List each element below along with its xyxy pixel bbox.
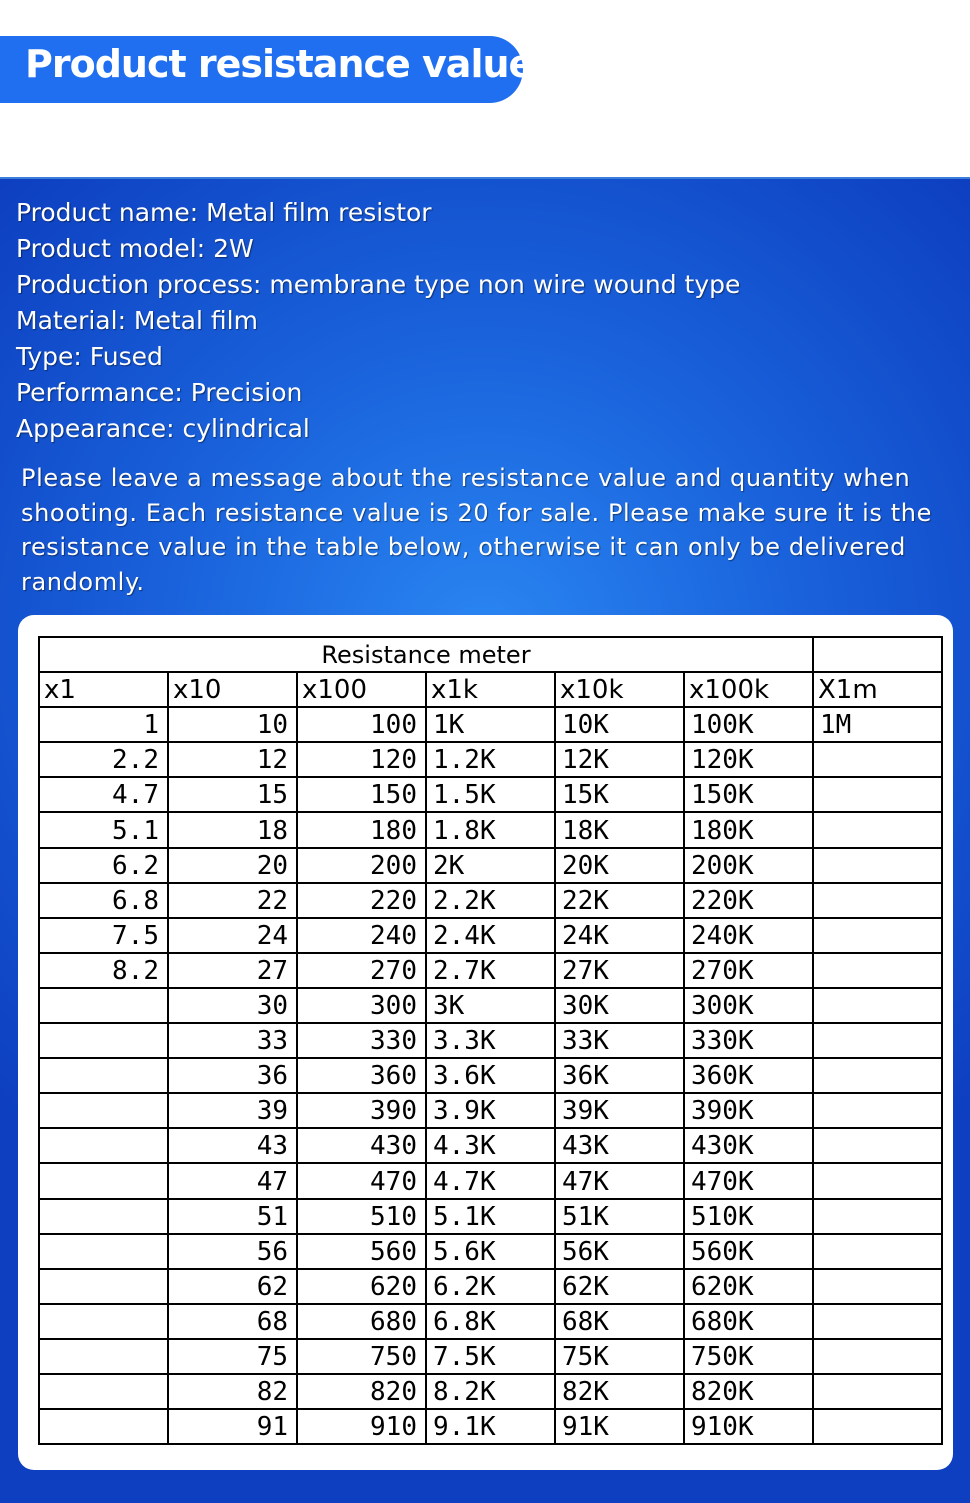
table-cell: 100K	[684, 707, 813, 742]
table-cell: 33	[168, 1023, 297, 1058]
table-cell: 2.4K	[426, 918, 555, 953]
order-notice: Please leave a message about the resistance value and quantity when shooting. Each resistance value is 20 for sale. Please make sure it is the resistance value in the table below, otherwise it can only be delivered randomly.	[21, 464, 932, 596]
header-row	[39, 672, 942, 707]
table-cell: 560	[297, 1234, 426, 1269]
table-cell: 120	[297, 742, 426, 777]
table-cell: 100	[297, 707, 426, 742]
table-row	[39, 1374, 942, 1409]
table-cell: 1M	[813, 707, 942, 742]
table-cell: 51	[168, 1199, 297, 1234]
table-cell: 240	[297, 918, 426, 953]
table-cell	[813, 1128, 942, 1163]
spec-performance: Performance: Precision	[16, 378, 303, 407]
spec-list	[16, 195, 740, 447]
table-cell: 5.1	[39, 812, 168, 847]
table-cell	[39, 1128, 168, 1163]
table-cell: 51K	[555, 1199, 684, 1234]
table-cell: 22K	[555, 883, 684, 918]
table-caption: Resistance meter	[39, 637, 813, 672]
table-cell: 5.1K	[426, 1199, 555, 1234]
table-cell: 430	[297, 1128, 426, 1163]
table-cell: 510	[297, 1199, 426, 1234]
table-cell: 270K	[684, 953, 813, 988]
table-cell: 1K	[426, 707, 555, 742]
table-cell: 56K	[555, 1234, 684, 1269]
table-cell	[813, 1163, 942, 1198]
table-cell: 300K	[684, 988, 813, 1023]
table-cell: 33K	[555, 1023, 684, 1058]
table-cell: 6.8K	[426, 1304, 555, 1339]
table-cell: 220K	[684, 883, 813, 918]
column-header: X1m	[813, 672, 942, 707]
table-cell: 430K	[684, 1128, 813, 1163]
table-cell: 390	[297, 1093, 426, 1128]
table-cell	[813, 953, 942, 988]
table-cell	[813, 1234, 942, 1269]
table-cell	[813, 812, 942, 847]
table-cell: 3.3K	[426, 1023, 555, 1058]
table-cell: 270	[297, 953, 426, 988]
page-title: Product resistance value	[25, 42, 534, 86]
spec-appearance: Appearance: cylindrical	[16, 414, 310, 443]
table-cell: 47	[168, 1163, 297, 1198]
table-cell: 36	[168, 1058, 297, 1093]
table-cell	[813, 1199, 942, 1234]
table-cell: 30K	[555, 988, 684, 1023]
table-cell: 180	[297, 812, 426, 847]
table-cell: 620	[297, 1269, 426, 1304]
table-cell: 7.5K	[426, 1339, 555, 1374]
table-cell: 24	[168, 918, 297, 953]
table-cell	[813, 1304, 942, 1339]
table-cell: 2.2	[39, 742, 168, 777]
table-cell: 82	[168, 1374, 297, 1409]
table-cell: 2K	[426, 848, 555, 883]
table-cell	[813, 848, 942, 883]
table-cell: 30	[168, 988, 297, 1023]
table-cell: 27	[168, 953, 297, 988]
table-row	[39, 883, 942, 918]
table-cell: 8.2K	[426, 1374, 555, 1409]
table-cell: 330	[297, 1023, 426, 1058]
table-cell: 47K	[555, 1163, 684, 1198]
table-cell: 20	[168, 848, 297, 883]
table-cell: 120K	[684, 742, 813, 777]
table-cell	[39, 1269, 168, 1304]
table-cell: 620K	[684, 1269, 813, 1304]
table-cell: 3.9K	[426, 1093, 555, 1128]
table-row	[39, 1058, 942, 1093]
table-cell: 4.3K	[426, 1128, 555, 1163]
table-row	[39, 1339, 942, 1374]
table-cell: 91K	[555, 1409, 684, 1444]
table-cell	[39, 1058, 168, 1093]
column-header: x100k	[684, 672, 813, 707]
table-cell: 910K	[684, 1409, 813, 1444]
table-cell: 910	[297, 1409, 426, 1444]
table-cell: 6.2	[39, 848, 168, 883]
table-cell: 75	[168, 1339, 297, 1374]
table-cell: 8.2	[39, 953, 168, 988]
table-cell: 9.1K	[426, 1409, 555, 1444]
column-header: x10	[168, 672, 297, 707]
table-row	[39, 742, 942, 777]
table-cell: 39K	[555, 1093, 684, 1128]
table-cell: 390K	[684, 1093, 813, 1128]
table-row	[39, 1163, 942, 1198]
table-cell: 43	[168, 1128, 297, 1163]
table-cell	[39, 1234, 168, 1269]
table-cell: 12K	[555, 742, 684, 777]
spec-product-name: Product name: Metal film resistor	[16, 198, 432, 227]
table-cell: 39	[168, 1093, 297, 1128]
table-row	[39, 988, 942, 1023]
table-cell	[39, 1199, 168, 1234]
column-header: x10k	[555, 672, 684, 707]
table-cell	[813, 1269, 942, 1304]
table-cell	[813, 883, 942, 918]
table-cell	[813, 988, 942, 1023]
table-cell: 18K	[555, 812, 684, 847]
table-cell: 62K	[555, 1269, 684, 1304]
table-cell: 4.7	[39, 777, 168, 812]
table-row	[39, 1128, 942, 1163]
table-cell: 7.5	[39, 918, 168, 953]
table-cell	[813, 1409, 942, 1444]
table-cell: 150	[297, 777, 426, 812]
table-cell	[39, 1023, 168, 1058]
table-cell	[39, 1374, 168, 1409]
table-cell: 470	[297, 1163, 426, 1198]
table-cell	[813, 1023, 942, 1058]
table-cell: 15K	[555, 777, 684, 812]
table-cell: 36K	[555, 1058, 684, 1093]
header-area	[0, 0, 970, 177]
table-row	[39, 1269, 942, 1304]
table-cell: 360K	[684, 1058, 813, 1093]
table-cell	[39, 1409, 168, 1444]
table-row	[39, 812, 942, 847]
table-cell: 560K	[684, 1234, 813, 1269]
table-cell: 6.2K	[426, 1269, 555, 1304]
table-cell: 5.6K	[426, 1234, 555, 1269]
table-cell: 20K	[555, 848, 684, 883]
table-cell: 3.6K	[426, 1058, 555, 1093]
table-cell	[813, 1093, 942, 1128]
table-cell: 820K	[684, 1374, 813, 1409]
table-cell	[39, 1339, 168, 1374]
table-cell: 12	[168, 742, 297, 777]
table-cell	[39, 1163, 168, 1198]
table-cell	[813, 777, 942, 812]
table-row	[39, 1093, 942, 1128]
table-cell: 4.7K	[426, 1163, 555, 1198]
table-cell	[813, 918, 942, 953]
table-cell: 200K	[684, 848, 813, 883]
table-cell: 6.8	[39, 883, 168, 918]
table-cell: 750K	[684, 1339, 813, 1374]
table-row	[39, 848, 942, 883]
column-header: x1k	[426, 672, 555, 707]
table-cell: 1.5K	[426, 777, 555, 812]
table-cell: 75K	[555, 1339, 684, 1374]
spec-material: Material: Metal film	[16, 306, 258, 335]
table-cell: 680	[297, 1304, 426, 1339]
table-cell: 750	[297, 1339, 426, 1374]
table-cell	[813, 1058, 942, 1093]
table-cell: 240K	[684, 918, 813, 953]
spec-type: Type: Fused	[16, 342, 163, 371]
table-cell: 3K	[426, 988, 555, 1023]
table-cell: 510K	[684, 1199, 813, 1234]
table-cell: 15	[168, 777, 297, 812]
table-cell	[39, 1304, 168, 1339]
table-row	[39, 953, 942, 988]
table-cell: 1.8K	[426, 812, 555, 847]
table-cell: 330K	[684, 1023, 813, 1058]
table-cell: 150K	[684, 777, 813, 812]
table-cell: 24K	[555, 918, 684, 953]
table-cell: 18	[168, 812, 297, 847]
table-cell: 27K	[555, 953, 684, 988]
table-cell: 820	[297, 1374, 426, 1409]
table-cell: 2.2K	[426, 883, 555, 918]
column-header: x1	[39, 672, 168, 707]
table-cell	[39, 1093, 168, 1128]
table-cell: 68K	[555, 1304, 684, 1339]
table-cell: 470K	[684, 1163, 813, 1198]
table-row	[39, 1304, 942, 1339]
table-row	[39, 1023, 942, 1058]
table-row	[39, 707, 942, 742]
caption-empty-cell	[813, 637, 942, 672]
column-header: x100	[297, 672, 426, 707]
table-cell: 22	[168, 883, 297, 918]
table-row	[39, 1409, 942, 1444]
table-cell: 91	[168, 1409, 297, 1444]
table-row	[39, 777, 942, 812]
table-cell: 62	[168, 1269, 297, 1304]
table-cell: 200	[297, 848, 426, 883]
table-cell: 300	[297, 988, 426, 1023]
resistance-table	[38, 636, 943, 1445]
table-cell: 56	[168, 1234, 297, 1269]
table-cell: 1.2K	[426, 742, 555, 777]
table-cell: 82K	[555, 1374, 684, 1409]
table-cell	[813, 1339, 942, 1374]
table-cell: 2.7K	[426, 953, 555, 988]
table-row	[39, 918, 942, 953]
table-cell: 43K	[555, 1128, 684, 1163]
table-cell: 68	[168, 1304, 297, 1339]
table-row	[39, 1199, 942, 1234]
table-cell	[39, 988, 168, 1023]
table-cell	[813, 1374, 942, 1409]
table-cell: 1	[39, 707, 168, 742]
spec-product-model: Product model: 2W	[16, 234, 254, 263]
spec-production-process: Production process: membrane type non wire wound type	[16, 270, 741, 299]
table-cell: 360	[297, 1058, 426, 1093]
table-cell: 10	[168, 707, 297, 742]
table-row	[39, 1234, 942, 1269]
table-cell: 220	[297, 883, 426, 918]
table-cell: 10K	[555, 707, 684, 742]
table-cell: 680K	[684, 1304, 813, 1339]
table-cell	[813, 742, 942, 777]
table-cell: 180K	[684, 812, 813, 847]
caption-row	[39, 637, 942, 672]
